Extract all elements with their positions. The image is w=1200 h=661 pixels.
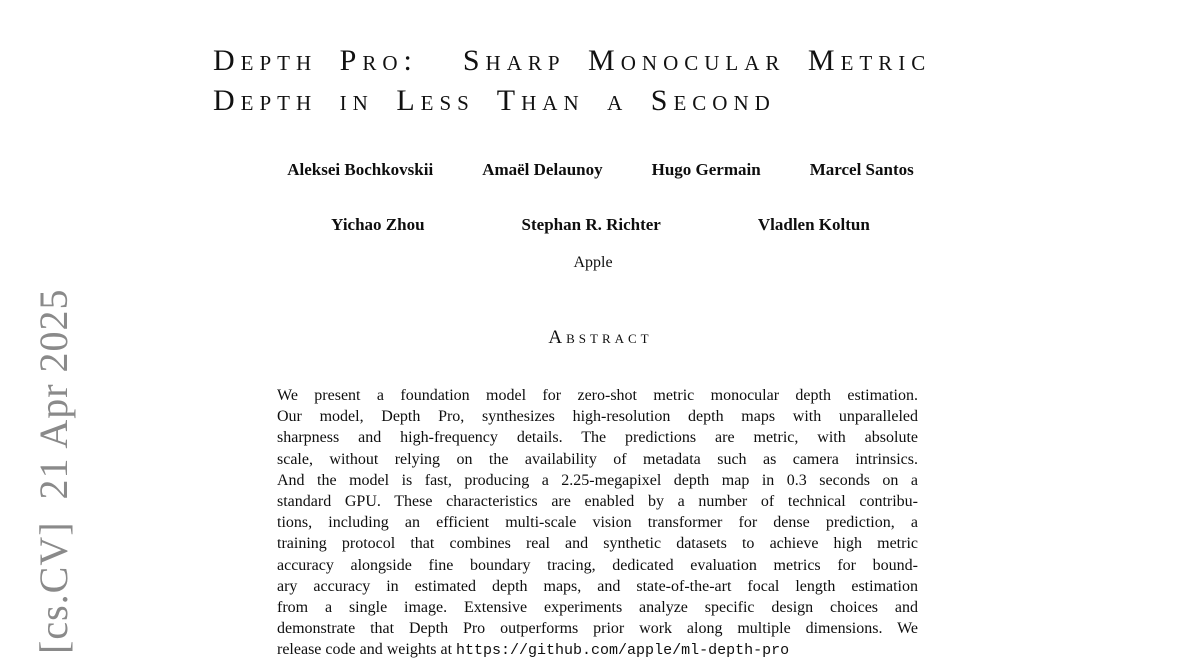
authors-row-1: [213, 160, 988, 180]
arxiv-watermark: [cs.CV] 21 Apr 2025: [31, 288, 76, 654]
author-name-santos: Marcel Santos: [809, 160, 914, 179]
author-name-richter: Stephan R. Richter: [521, 215, 661, 234]
author-name-germain: Hugo Germain: [651, 160, 761, 179]
abstract-line: And the model is fast, producing a 2.25-megapixel depth map in 0.3 seconds on a: [277, 471, 918, 489]
abstract-line: training protocol that combines real and synthetic datasets to achieve high metric: [277, 535, 918, 553]
abstract-line: accuracy alongside fine boundary tracing, dedicated evaluation metrics for bound-: [277, 556, 918, 574]
authors-row-2: [213, 215, 988, 235]
abstract-line: tions, including an efficient multi-scale vision transformer for dense prediction, a: [277, 514, 918, 532]
author-name-bochkovskii: Aleksei Bochkovskii: [287, 160, 434, 179]
github-url-link[interactable]: https://github.com/apple/ml-depth-pro: [456, 642, 790, 660]
abstract-line: Our model, Depth Pro, synthesizes high-resolution depth maps with unparalleled: [277, 408, 918, 426]
abstract-body: [277, 385, 918, 660]
abstract-heading: Abstract: [548, 327, 653, 348]
abstract-line: demonstrate that Depth Pro outperforms prior work along multiple dimensions. We: [277, 620, 918, 638]
author-name-zhou: Yichao Zhou: [331, 215, 425, 234]
abstract-line: from a single image. Extensive experiments analyze specific design choices and: [277, 598, 918, 616]
abstract-last-line-text: release code and weights at: [277, 641, 457, 659]
author-name-delaunoy: Amaël Delaunoy: [482, 160, 603, 179]
abstract-line: sharpness and high-frequency details. The predictions are metric, with absolute: [277, 429, 918, 447]
paper-title-line2: Depth in Less Than a Second: [213, 84, 776, 117]
abstract-line: scale, without relying on the availability of metadata such as camera intrinsics.: [277, 450, 918, 468]
paper-title: [213, 41, 1013, 121]
abstract-line: We present a foundation model for zero-shot metric monocular depth estimation.: [277, 387, 918, 404]
affiliation: Apple: [573, 254, 613, 271]
author-name-koltun: Vladlen Koltun: [757, 215, 870, 234]
abstract-line: ary accuracy in estimated depth maps, and state-of-the-art focal length estimation: [277, 577, 918, 595]
abstract-line-clipped: [277, 639, 918, 660]
abstract-line: standard GPU. These characteristics are enabled by a number of technical contribu-: [277, 492, 918, 510]
paper-title-line1: Depth Pro: Sharp Monocular Metric: [213, 44, 932, 77]
